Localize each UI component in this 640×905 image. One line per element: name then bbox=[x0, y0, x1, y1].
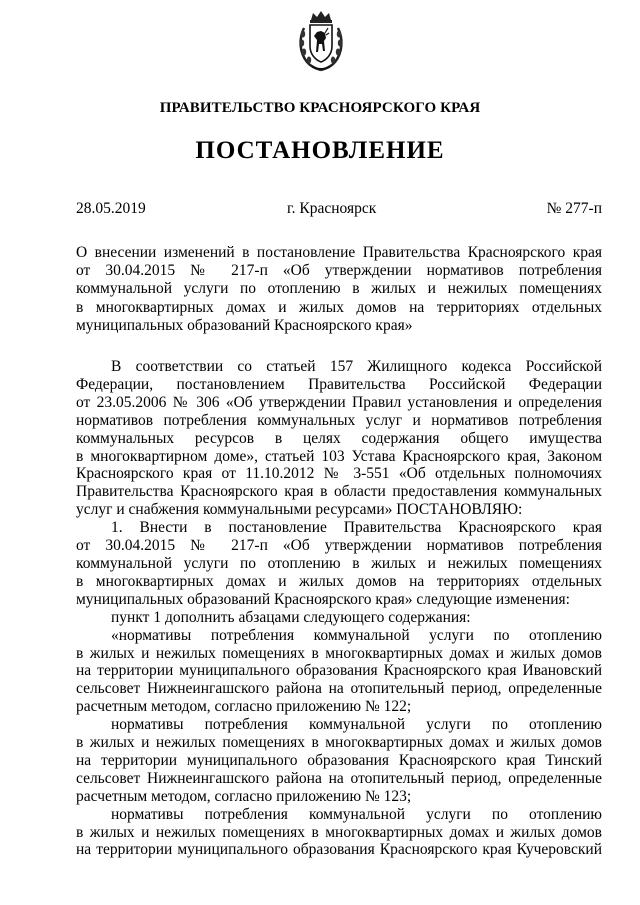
body-line: муниципальных образований Красноярского края» следующие изменения: bbox=[76, 590, 570, 608]
body-line: нормативов потребления коммунальных услуг и нормативов потребления bbox=[76, 411, 602, 429]
body-line: В соответствии со статьей 157 Жилищного кодекса Российской bbox=[111, 358, 602, 375]
body-line: на территории муниципального образования Красноярского края Кучеровский bbox=[76, 841, 602, 859]
document-meta bbox=[76, 200, 602, 220]
subject-line: от 30.04.2015 № 217-п «Об утверждении нормативов потребления bbox=[76, 262, 602, 280]
body-line: от 23.05.2006 № 306 «Об утверждении Правил установления и определения bbox=[76, 393, 602, 411]
body-line: 1. Внести в постановление Правительства Красноярского края bbox=[111, 519, 602, 537]
body-line: пункт 1 дополнить абзацами следующего содержания: bbox=[111, 608, 471, 626]
coat-of-arms-icon bbox=[297, 10, 345, 72]
body-line: Красноярского края от 11.10.2012 № 3-551 «Об отдельных полномочиях bbox=[76, 465, 602, 483]
subject-line: муниципальных образований Красноярского края» bbox=[76, 316, 413, 334]
government-title: ПРАВИТЕЛЬСТВО КРАСНОЯРСКОГО КРАЯ bbox=[159, 100, 481, 116]
body-line: сельсовет Нижнеингашского района на отопительный период, определенные bbox=[76, 680, 602, 698]
body-line: в жилых и нежилых помещениях в многоквартирных домах и жилых домов bbox=[76, 823, 602, 841]
subject-line: в многоквартирных домах и жилых домов на территориях отдельных bbox=[76, 298, 602, 316]
document-type: ПОСТАНОВЛЕНИЕ bbox=[195, 137, 445, 164]
body-line: нормативы потребления коммунальной услуги по отоплению bbox=[111, 716, 602, 734]
body-line: в многоквартирном доме», статьей 103 Устава Красноярского края, Законом bbox=[76, 447, 602, 465]
body-line: на территории муниципального образования Красноярского края Тинский bbox=[76, 751, 602, 769]
body-line: на территории муниципального образования Красноярского края Ивановский bbox=[76, 662, 602, 680]
document-date: 28.05.2019 bbox=[76, 200, 146, 217]
document-body bbox=[76, 358, 602, 859]
body-line: в многоквартирных домах и жилых домов на территориях отдельных bbox=[76, 572, 602, 590]
body-line: в жилых и нежилых помещениях в многоквартирных домах и жилых домов bbox=[76, 734, 602, 752]
body-line: нормативы потребления коммунальной услуги по отоплению bbox=[111, 805, 602, 823]
body-line: «нормативы потребления коммунальной услуги по отоплению bbox=[111, 626, 602, 644]
body-line: в жилых и нежилых помещениях в многоквартирных домах и жилых домов bbox=[76, 644, 602, 662]
subject-line: коммунальной услуги по отоплению в жилых и нежилых помещениях bbox=[76, 280, 602, 298]
body-line: коммунальных ресурсов в целях содержания общего имущества bbox=[76, 429, 602, 447]
body-line: Федерации, постановлением Правительства Российской Федерации bbox=[76, 375, 602, 393]
body-line: расчетным методом, согласно приложению № 122; bbox=[76, 698, 412, 716]
body-line: услуг и снабжения коммунальными ресурсами» ПОСТАНОВЛЯЮ: bbox=[76, 501, 523, 519]
document-subject bbox=[76, 244, 602, 335]
body-line: сельсовет Нижнеингашского района на отопительный период, определенные bbox=[76, 769, 602, 787]
body-line: от 30.04.2015 № 217-п «Об утверждении нормативов потребления bbox=[76, 537, 602, 555]
body-line: расчетным методом, согласно приложению № 123; bbox=[76, 787, 412, 805]
body-line: Правительства Красноярского края в области предоставления коммунальных bbox=[76, 483, 602, 501]
document-number: № 277-п bbox=[546, 200, 602, 217]
body-line: коммунальной услуги по отоплению в жилых и нежилых помещениях bbox=[76, 554, 602, 572]
document-city: г. Красноярск bbox=[287, 200, 377, 217]
subject-line: О внесении изменений в постановление Правительства Красноярского края bbox=[76, 244, 602, 261]
